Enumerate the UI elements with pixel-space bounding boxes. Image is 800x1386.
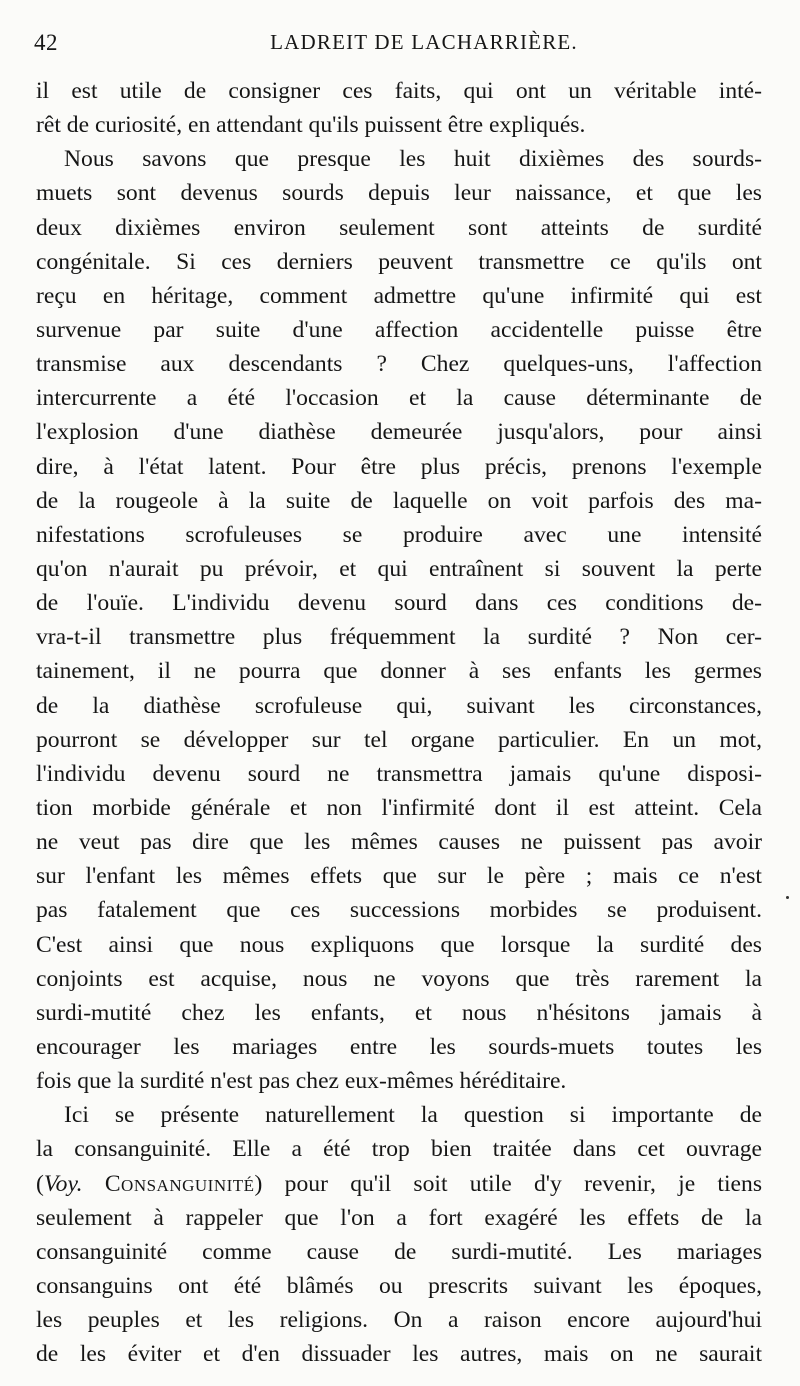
text-line: rêt de curiosité, en attendant qu'ils puissent être expliqués. (36, 112, 586, 139)
text-line: congénitale. Si ces derniers peuvent transmettre ce qu'ils ont (36, 248, 762, 275)
text-line: fois que la surdité n'est pas chez eux-mêmes héréditaire. (36, 1068, 567, 1095)
text-line: seulement à rappeler que l'on a fort exagéré les effets de la (36, 1204, 762, 1231)
text-line: il est utile de consigner ces faits, qui ont un véritable inté- (36, 78, 762, 104)
text-line: pas fatalement que ces successions morbides se produisent. (36, 897, 762, 924)
text-line: l'explosion d'une diathèse demeurée jusqu'alors, pour ainsi (36, 419, 762, 446)
text-line: nifestations scrofuleuses se produire avec une intensité (36, 521, 762, 548)
text-line: intercurrente a été l'occasion et la cause déterminante de (36, 385, 762, 412)
text-line: dire, à l'état latent. Pour être plus précis, prenons l'exemple (36, 453, 762, 480)
text-line: de les éviter et d'en dissuader les autres, mais on ne saurait (36, 1341, 762, 1368)
text-line: la consanguinité. Elle a été trop bien traitée dans cet ouvrage (36, 1136, 762, 1163)
text-line: encourager les mariages entre les sourds-muets toutes les (36, 1033, 762, 1060)
page-number: 42 (34, 30, 58, 55)
text-line: vra-t-il transmettre plus fréquemment la surdité ? Non cer- (36, 624, 762, 651)
text-line: tainement, il ne pourra que donner à ses enfants les germes (36, 658, 762, 685)
open-paren: ( (36, 1170, 44, 1197)
text-line: qu'on n'aurait pu prévoir, et qui entraînent si souvent la perte (36, 555, 762, 582)
text-line: consanguins ont été blâmés ou prescrits suivant les époques, (36, 1272, 762, 1299)
text-line: de la rougeole à la suite de laquelle on voit parfois des ma- (36, 487, 762, 514)
running-head: LADREIT DE LACHARRIÈRE. (270, 30, 578, 54)
text-line: transmise aux descendants ? Chez quelques-uns, l'affection (36, 351, 762, 378)
text-line: tion morbide générale et non l'infirmité dont il est atteint. Cela (36, 794, 762, 821)
text-line: reçu en héritage, comment admettre qu'une infirmité qui est (36, 282, 762, 309)
text-line: C'est ainsi que nous expliquons que lorsque la surdité des (36, 931, 762, 958)
text-line: surdi-mutité chez les enfants, et nous n'hésitons jamais à (36, 999, 762, 1026)
page-header (34, 30, 774, 66)
body-text (36, 74, 762, 1371)
text-line: Ici se présente naturellement la question si importante de (64, 1102, 762, 1129)
text-line: Nous savons que presque les huit dixièmes des sourds- (64, 146, 762, 173)
cross-reference: Consanguinité (104, 1170, 255, 1197)
voy-abbreviation: Voy. (43, 1170, 83, 1197)
text-line: consanguinité comme cause de surdi-mutité. Les mariages (36, 1238, 762, 1265)
text-line: survenue par suite d'une affection accidentelle puisse être (36, 316, 762, 343)
ink-speck (786, 896, 789, 899)
text-line: pourront se développer sur tel organe particulier. En un mot, (36, 726, 762, 753)
text-line: conjoints est acquise, nous ne voyons que très rarement la (36, 965, 762, 992)
text-line: l'individu devenu sourd ne transmettra jamais qu'une disposi- (36, 760, 762, 787)
text-line-with-reference (36, 1167, 762, 1201)
text-line: sur l'enfant les mêmes effets que sur le père ; mais ce n'est (36, 863, 762, 890)
text-line: ne veut pas dire que les mêmes causes ne puissent pas avoir (36, 829, 762, 856)
text-line: les peuples et les religions. On a raison encore aujourd'hui (36, 1307, 762, 1334)
text-line: deux dixièmes environ seulement sont atteints de surdité (36, 214, 762, 241)
text-line: muets sont devenus sourds depuis leur naissance, et que les (36, 180, 762, 207)
line-remainder: ) pour qu'il soit utile d'y revenir, je tiens (254, 1170, 762, 1197)
text-line: de la diathèse scrofuleuse qui, suivant les circonstances, (36, 692, 762, 719)
text-line: de l'ouïe. L'individu devenu sourd dans ces conditions de- (36, 590, 762, 617)
